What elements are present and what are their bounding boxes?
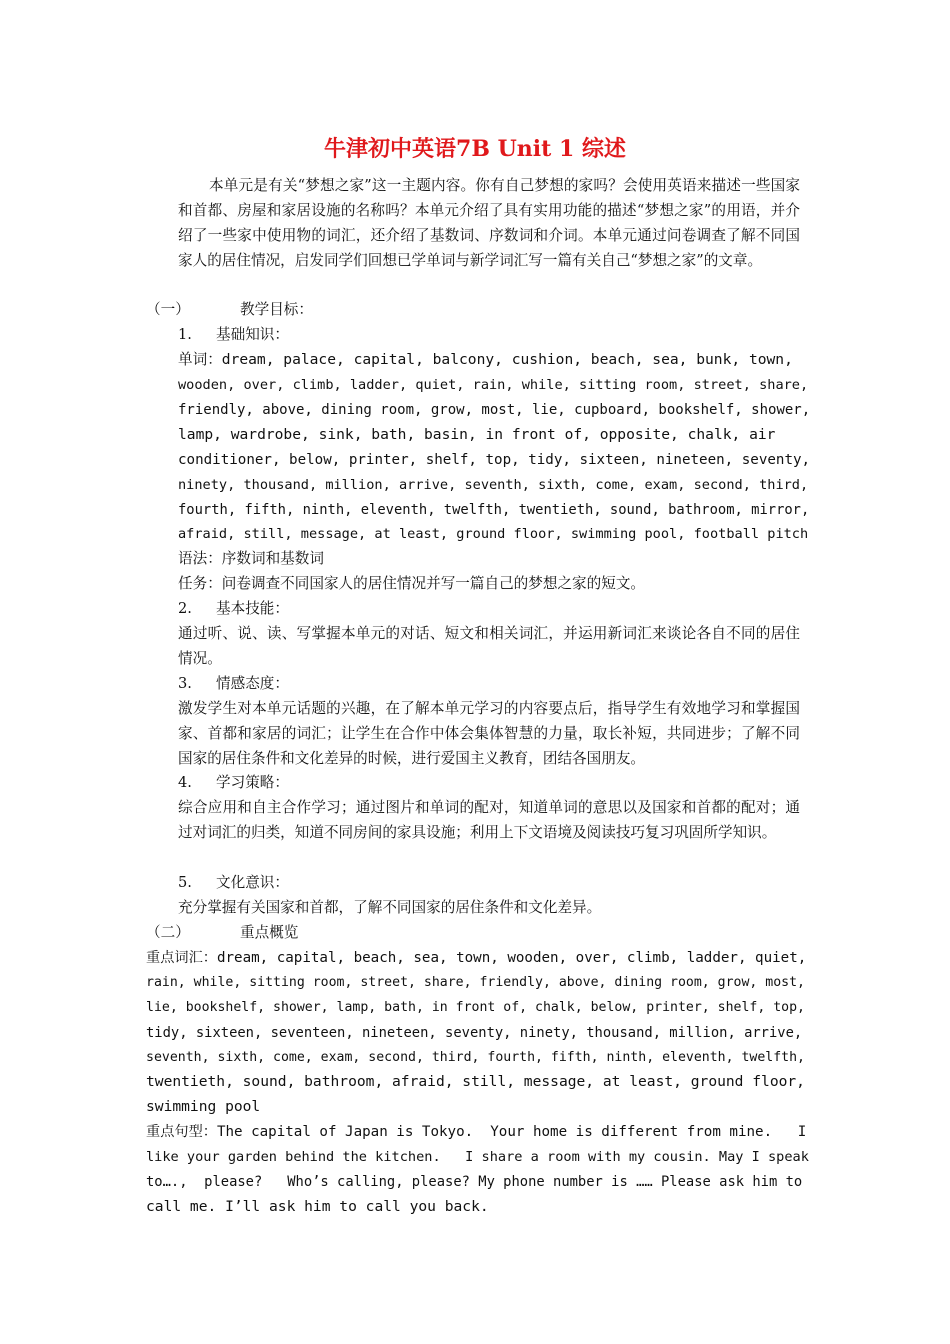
item-3-heading: 情感态度： bbox=[216, 675, 289, 692]
key-words-line: swimming pool bbox=[146, 1098, 261, 1115]
page-title: 牛津初中英语7B Unit 1 综述 bbox=[324, 136, 626, 162]
key-words-line: twentieth, sound, bathroom, afraid, still, message, at least, ground floor, bbox=[146, 1073, 805, 1090]
vocab-line: afraid, still, message, at least, ground floor, swimming pool, football pitch bbox=[178, 526, 809, 542]
item-2-number: 2. bbox=[178, 600, 192, 617]
key-sentences-line: 重点句型：The capital of Japan is Tokyo. Your home is different from mine. I bbox=[146, 1124, 807, 1140]
item-3-number: 3. bbox=[178, 675, 192, 692]
item-2-text: 通过听、说、读、写掌握本单元的对话、短文和相关词汇，并运用新词汇来谈论各自不同的居住情况。 bbox=[178, 625, 800, 667]
section-2-number: （二） bbox=[146, 924, 190, 941]
grammar-line: 语法：序数词和基数词 bbox=[178, 550, 324, 567]
task-line: 任务：问卷调查不同国家人的居住情况并写一篇自己的梦想之家的短文。 bbox=[178, 575, 646, 592]
item-5-heading: 文化意识： bbox=[216, 874, 289, 891]
vocab-line: wooden, over, climb, ladder, quiet, rain, while, sitting room, street, share, bbox=[178, 377, 809, 393]
key-sentences-line: call me. I’ll ask him to call you back. bbox=[146, 1198, 489, 1215]
item-2-heading: 基本技能： bbox=[216, 600, 289, 617]
section-2-heading: 重点概览 bbox=[240, 924, 299, 941]
key-sentences-line: like your garden behind the kitchen. I share a room with my cousin. May I speak bbox=[146, 1149, 809, 1165]
section-1-heading: 教学目标： bbox=[240, 301, 313, 318]
item-3-text: 激发学生对本单元话题的兴趣，在了解本单元学习的内容要点后，指导学生有效地学习和掌握国家、首都和家居的词汇；让学生在合作中体会集体智慧的力量，取长补短，共同进步；了解不同国家的居住条件和文化差异的时候，进行爱国主义教育，团结各国朋友。 bbox=[178, 700, 800, 767]
key-words-line: lie, bookshelf, shower, lamp, bath, in front of, chalk, below, printer, shelf, top, bbox=[146, 1000, 805, 1015]
section-1-number: （一） bbox=[146, 301, 190, 318]
item-4-heading: 学习策略： bbox=[216, 774, 289, 791]
item-1-heading: 基础知识： bbox=[216, 326, 289, 343]
vocab-line: friendly, above, dining room, grow, most, lie, cupboard, bookshelf, shower, bbox=[178, 402, 811, 418]
item-5-text: 充分掌握有关国家和首都，了解不同国家的居住条件和文化差异。 bbox=[178, 899, 602, 916]
vocab-line: lamp, wardrobe, sink, bath, basin, in front of, opposite, chalk, air bbox=[178, 426, 776, 443]
vocab-line: 单词：dream, palace, capital, balcony, cushion, beach, sea, bunk, town, bbox=[178, 351, 793, 368]
item-4-number: 4. bbox=[178, 774, 192, 791]
intro-paragraph: 本单元是有关“梦想之家”这一主题内容。你有自己梦想的家吗？会使用英语来描述一些国家和首都、房屋和家居设施的名称吗？本单元介绍了具有实用功能的描述“梦想之家”的用语，并介绍了一些家中使用物的词汇，还介绍了基数词、序数词和介词。本单元通过问卷调查了解不同国家人的居住情况，启发同学们回想已学单词与新学词汇写一篇有关自己“梦想之家”的文章。 bbox=[178, 177, 800, 269]
item-5-number: 5. bbox=[178, 874, 192, 891]
vocab-line: fourth, fifth, ninth, eleventh, twelfth, twentieth, sound, bathroom, mirror, bbox=[178, 502, 810, 518]
vocab-line: ninety, thousand, million, arrive, seventh, sixth, come, exam, second, third, bbox=[178, 477, 809, 493]
key-words-line: rain, while, sitting room, street, share, friendly, above, dining room, grow, most, bbox=[146, 975, 805, 990]
vocab-line: conditioner, below, printer, shelf, top, tidy, sixteen, nineteen, seventy, bbox=[178, 452, 811, 468]
key-words-line: seventh, sixth, come, exam, second, third, fourth, fifth, ninth, eleventh, twelfth, bbox=[146, 1050, 805, 1065]
item-1-number: 1. bbox=[178, 326, 192, 343]
item-4-text: 综合应用和自主合作学习；通过图片和单词的配对，知道单词的意思以及国家和首都的配对；通过对词汇的归类，知道不同房间的家具设施；利用上下文语境及阅读技巧复习巩固所学知识。 bbox=[178, 799, 800, 841]
key-sentences-line: to…., please? Who’s calling, please? My phone number is …… Please ask him to bbox=[146, 1174, 803, 1190]
key-words-line: 重点词汇：dream, capital, beach, sea, town, wooden, over, climb, ladder, quiet, bbox=[146, 950, 807, 966]
key-words-line: tidy, sixteen, seventeen, nineteen, seventy, ninety, thousand, million, arrive, bbox=[146, 1025, 803, 1041]
